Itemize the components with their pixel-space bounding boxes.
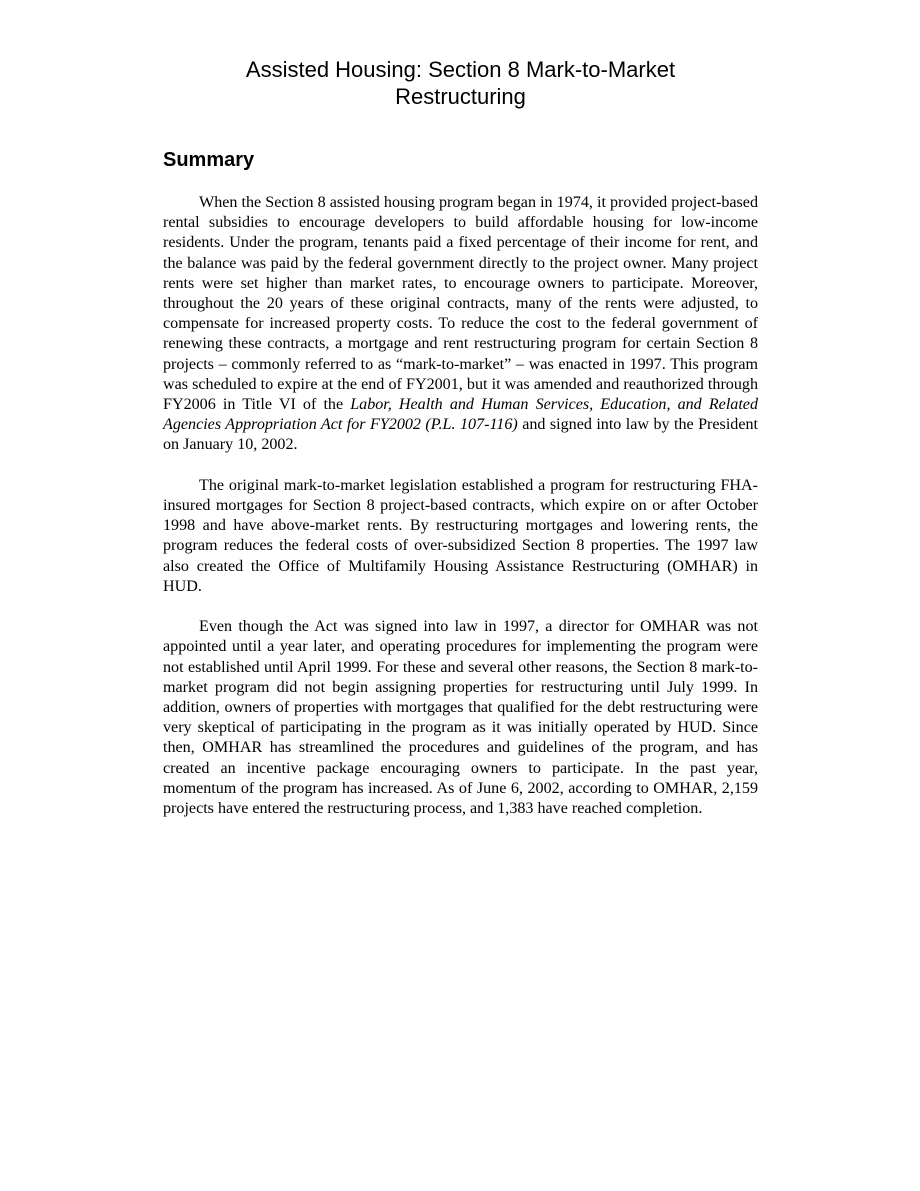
paragraph-1-text-before: When the Section 8 assisted housing program began in 1974, it provided project-based rental subsidies to encourage developers to build affordable housing for low-income residents. Under the program, tenants paid a fixed percentage of their income for rent, and the balance was paid by the federal government directly to the project owner. Many project rents were set higher than market rates, to encourage owners to participate. Moreover, throughout the 20 years of these original contracts, many of the rents were adjusted, to compensate for increased property costs. To reduce the cost to the federal government of renewing these contracts, a mortgage and rent restructuring program for certain Section 8 projects – commonly referred to as “mark-to-market” – was enacted in 1997. This program was scheduled to expire at the end of FY2001, but it was amended and reauthorized through FY2006 in Title VI of the — [163, 194, 758, 414]
summary-body — [163, 193, 758, 839]
section-heading-summary: Summary — [163, 149, 255, 171]
paragraph-1-text-after: and signed into law by the President on January 10, 2002. — [163, 416, 758, 454]
summary-paragraph-2: The original mark-to-market legislation established a program for restructuring FHA-insured mortgages for Section 8 project-based contracts, which expire on or after October 1998 and have above-market rents. By restructuring mortgages and lowering rents, the program reduces the federal costs of over-subsidized Section 8 properties. The 1997 law also created the Office of Multifamily Housing Assistance Restructuring (OMHAR) in HUD. — [163, 476, 758, 595]
paragraph-1-act-title: Labor, Health and Human Services, Education, and Related Agencies Appropriation Act for FY2002 (P.L. 107-116) — [163, 396, 758, 434]
document-title-line-1: Assisted Housing: Section 8 Mark-to-Market — [245, 57, 676, 82]
document-title-line-2: Restructuring — [395, 84, 526, 109]
summary-paragraph-1 — [163, 193, 758, 456]
document-title — [163, 56, 758, 110]
summary-paragraph-3: Even though the Act was signed into law in 1997, a director for OMHAR was not appointed until a year later, and operating procedures for implementing the program were not established until April 1999. For these and several other reasons, the Section 8 mark-to-market program did not begin assigning properties for restructuring until July 1999. In addition, owners of properties with mortgages that qualified for the debt restructuring were very skeptical of participating in the program as it was initially operated by HUD. Since then, OMHAR has streamlined the procedures and guidelines of the program, and has created an incentive package encouraging owners to participate. In the past year, momentum of the program has increased. As of June 6, 2002, according to OMHAR, 2,159 projects have entered the restructuring process, and 1,383 have reached completion. — [163, 618, 758, 818]
